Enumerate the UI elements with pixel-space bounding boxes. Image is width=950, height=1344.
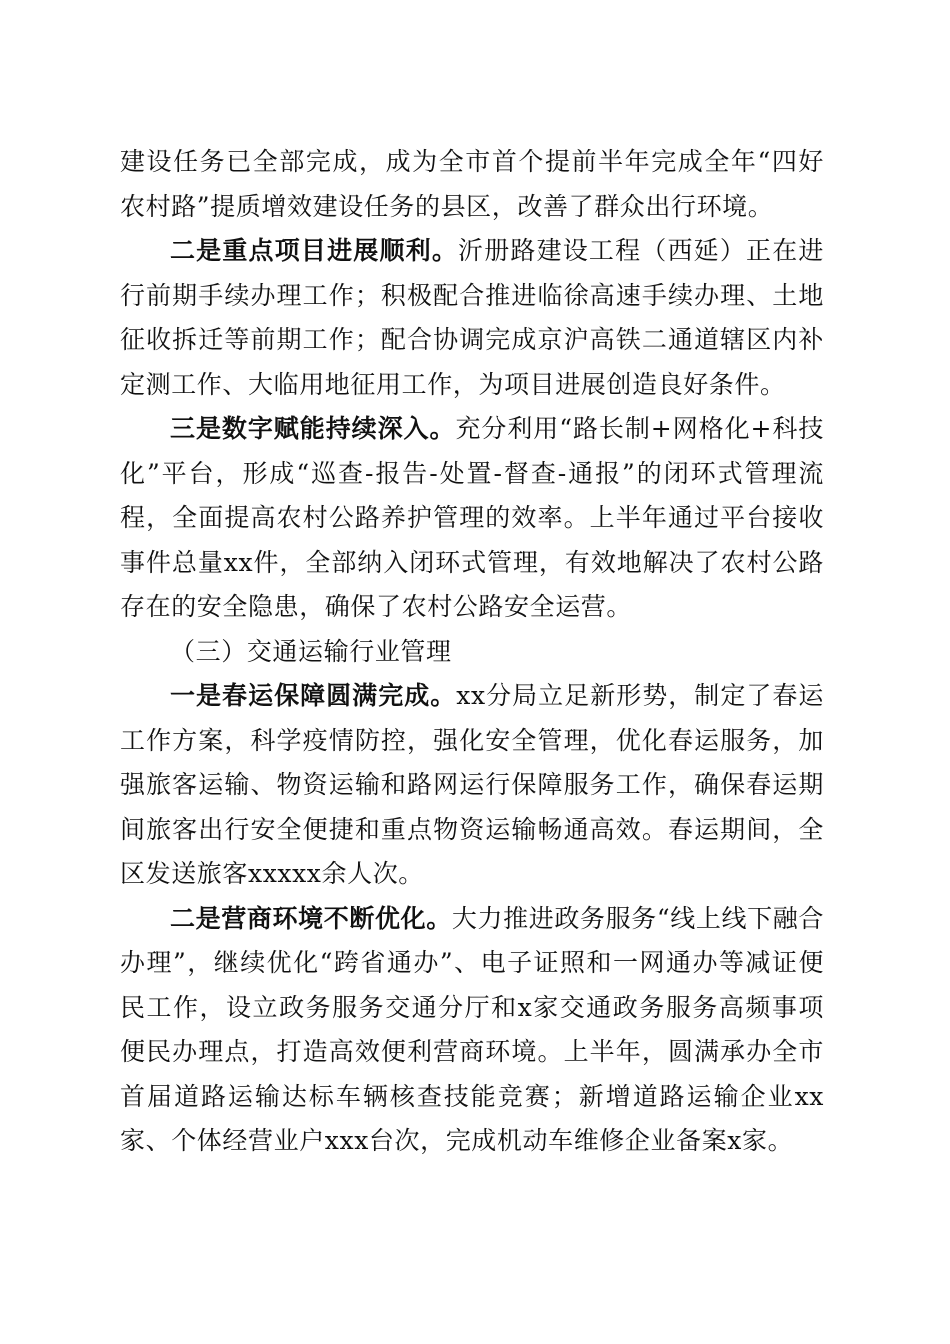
- paragraph-business-environment: [120, 897, 824, 1164]
- paragraph-text: xx分局立足新形势，制定了春运工作方案，科学疫情防控，强化安全管理，优化春运服务，加强旅客运输、物资运输和路网运行保障服务工作，确保春运期间旅客出行安全便捷和重点物资运输畅通高效。春运期间，全区发送旅客xxxxx余人次。: [120, 681, 824, 888]
- paragraph-lead: 二是重点项目进展顺利。: [170, 236, 459, 265]
- paragraph-road-completion: [120, 140, 824, 229]
- paragraph-text: 大力推进政务服务“线上线下融合办理”，继续优化“跨省通办”、电子证照和一网通办等减证便民工作，设立政务服务交通分厅和x家交通政务服务高频事项便民办理点，打造高效便利营商环境。上半年，圆满承办全市首届道路运输达标车辆核查技能竞赛；新增道路运输企业xx家、个体经营业户xxx台次，完成机动车维修企业备案x家。: [120, 903, 824, 1155]
- paragraph-spring-transport: [120, 674, 824, 897]
- paragraph-lead: 一是春运保障圆满完成。: [170, 681, 457, 710]
- paragraph-digital-empowerment: [120, 407, 824, 630]
- section-heading: （三）交通运输行业管理: [170, 636, 452, 666]
- document-body: [120, 140, 824, 1164]
- paragraph-text: 建设任务已全部完成，成为全市首个提前半年完成全年“四好农村路”提质增效建设任务的县区，改善了群众出行环境。: [120, 147, 824, 221]
- paragraph-lead: 二是营商环境不断优化。: [170, 903, 452, 933]
- paragraph-key-projects: [120, 229, 824, 407]
- paragraph-lead: 三是数字赋能持续深入。: [170, 414, 456, 443]
- paragraph-text: 充分利用“路长制+网格化+科技化”平台，形成“巡查-报告-处置-督查-通报”的闭环式管理流程，全面提高农村公路养护管理的效率。上半年通过平台接收事件总量xx件，全部纳入闭环式管理，有效地解决了农村公路存在的安全隐患，确保了农村公路安全运营。: [120, 414, 824, 621]
- paragraph-text: 沂册路建设工程（西延）正在进行前期手续办理工作；积极配合推进临徐高速手续办理、土地征收拆迁等前期工作；配合协调完成京沪高铁二通道辖区内补定测工作、大临用地征用工作，为项目进展创造良好条件。: [120, 236, 824, 399]
